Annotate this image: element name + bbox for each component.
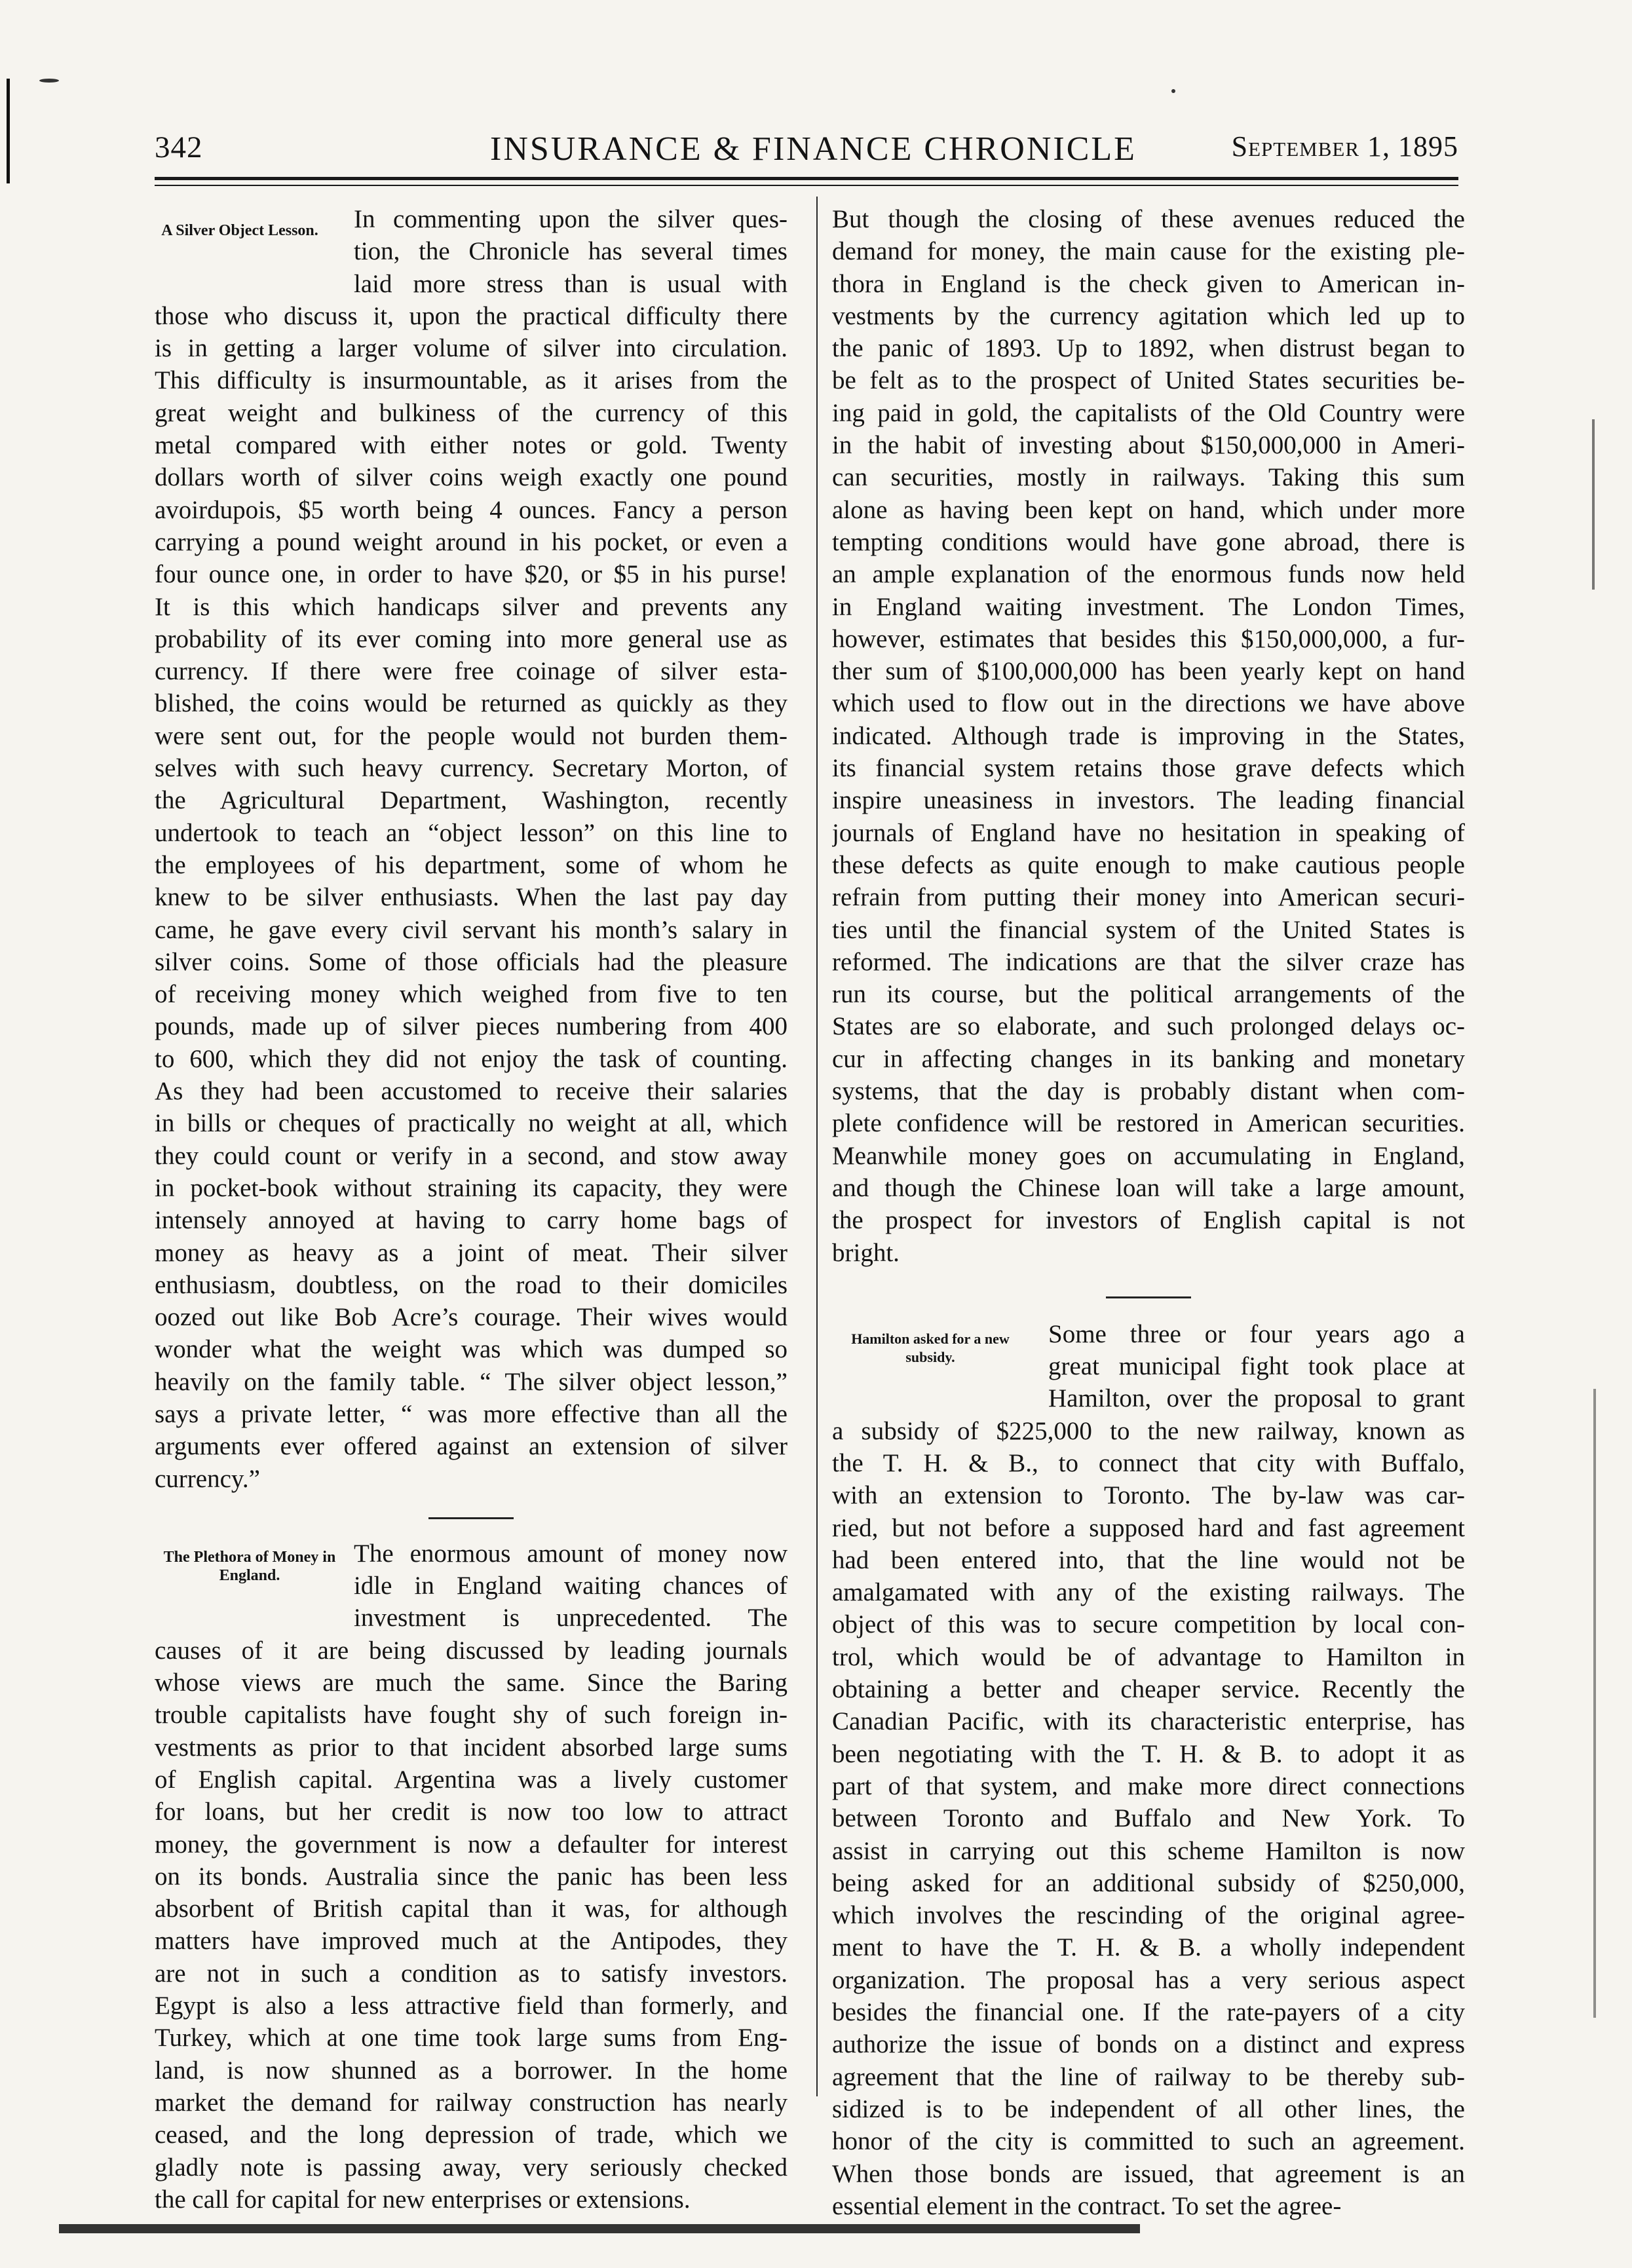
text-line: a subsidy of $225,000 to the new railway, known as [832,1416,1465,1445]
text-line: heavily on the family table. “ The silver object lesson,” [155,1367,788,1396]
text-line: Turkey, which at one time took large sums from Eng- [155,2024,788,2052]
text-line: When those bonds are issued, that agreement is an [832,2159,1465,2188]
text-line: on its bonds. Australia since the panic has been less [155,1862,788,1891]
text-line: blished, the coins would be returned as quickly as they [155,689,788,718]
text-line: market the demand for railway construction has nearly [155,2088,788,2117]
scan-right-margin-mark [1592,419,1595,590]
text-line: besides the financial one. If the rate-payers of a city [832,1998,1465,2027]
text-line: demand for money, the main cause for the existing ple- [832,237,1465,266]
right-column [832,203,1465,2222]
text-line: great weight and bulkiness of the currency of this [155,398,788,427]
text-line: authorize the issue of bonds on a distinct and express [832,2030,1465,2059]
text-line: amalgamated with any of the existing railways. The [832,1578,1465,1607]
text-line: for loans, but her credit is now too low to attract [155,1798,788,1826]
scan-speck [39,79,59,83]
issue-date: September 1, 1895 [1231,130,1458,162]
text-line: Hamilton, over the proposal to grant [1048,1384,1465,1413]
text-line: in the habit of investing about $150,000,000 in Ameri- [832,431,1465,460]
text-line: cur in affecting changes in its banking and monetary [832,1044,1465,1073]
text-line: It is this which handicaps silver and prevents any [155,592,788,621]
text-line: sidized is to be independent of all other lines, the [832,2094,1465,2123]
text-line: between Toronto and Buffalo and New York. To [832,1804,1465,1833]
text-line: The enormous amount of money now [354,1539,788,1568]
text-line: can securities, mostly in railways. Taking this sum [832,463,1465,492]
text-line: of receiving money which weighed from five to ten [155,980,788,1009]
text-line: dollars worth of silver coins weigh exactly one pound [155,463,788,492]
text-line: causes of it are being discussed by leading journals [155,1636,788,1665]
text-line: which involves the rescinding of the original agree- [832,1901,1465,1930]
text-line: the employees of his department, some of whom he [155,850,788,879]
text-line: assist in carrying out this scheme Hamilton is now [832,1836,1465,1865]
text-line: were sent out, for the people would not burden them- [155,721,788,750]
text-line: run its course, but the political arrangements of the [832,980,1465,1009]
section-separator [1106,1296,1191,1298]
text-line: ried, but not before a supposed hard and fast agreement [832,1513,1465,1542]
text-line: organization. The proposal has a very serious aspect [832,1965,1465,1994]
sidenote-plethora-of-money: The Plethora of Money in England. [163,1548,336,1584]
text-line: tion, the Chronicle has several times [354,237,788,266]
text-line: Egypt is also a less attractive field than formerly, and [155,1992,788,2020]
text-line: been negotiating with the T. H. & B. to adopt it as [832,1739,1465,1768]
text-line: currency. If there were free coinage of silver esta- [155,657,788,686]
text-line: journals of England have no hesitation in speaking of [832,818,1465,847]
journal-title: INSURANCE & FINANCE CHRONICLE [490,130,1137,168]
text-line: But though the closing of these avenues reduced the [832,205,1465,233]
text-line: intensely annoyed at having to carry home bags of [155,1206,788,1235]
sidenote-hamilton-subsidy: Hamilton asked for a new subsidy. [851,1330,1010,1365]
text-line: the prospect for investors of English capital is not [832,1206,1465,1235]
text-line: those who discuss it, upon the practical difficulty there [155,301,788,330]
text-line: trouble capitalists have fought shy of such foreign in- [155,1701,788,1729]
text-line: knew to be silver enthusiasts. When the last pay day [155,883,788,912]
text-line: honor of the city is committed to such an agreement. [832,2127,1465,2156]
text-line: whose views are much the same. Since the Baring [155,1669,788,1697]
text-line: these defects as quite enough to make cautious people [832,850,1465,879]
text-line: being asked for an additional subsidy of $250,000, [832,1868,1465,1897]
text-line: ties until the financial system of the United States is [832,915,1465,944]
scan-right-margin-mark [1593,1389,1596,2018]
text-line: systems, that the day is probably distant when com- [832,1077,1465,1106]
text-line: an ample explanation of the enormous funds now held [832,560,1465,589]
text-line: Some three or four years ago a [1048,1319,1465,1348]
section-separator [428,1517,514,1519]
text-line: inspire uneasiness in investors. The leading financial [832,786,1465,815]
text-line: ceased, and the long depression of trade, which we [155,2121,788,2149]
text-line: and though the Chinese loan will take a large amount, [832,1173,1465,1202]
text-line: the Agricultural Department, Washington, recently [155,786,788,815]
text-line: thora in England is the check given to American in- [832,269,1465,298]
text-line: the panic of 1893. Up to 1892, when distrust began to [832,334,1465,363]
text-line: probability of its ever coming into more general use as [155,624,788,653]
text-line: they could count or verify in a second, and stow away [155,1141,788,1170]
text-line: This difficulty is insurmountable, as it arises from the [155,366,788,395]
text-line: absorbent of British capital than it was, for although [155,1895,788,1923]
article-body [155,203,788,1495]
article-plethora-continued [832,203,1465,1269]
text-line: As they had been accustomed to receive their salaries [155,1077,788,1106]
text-line: the T. H. & B., to connect that city with Buffalo, [832,1448,1465,1477]
text-line: with an extension to Toronto. The by-law was car- [832,1481,1465,1510]
text-line: money as heavy as a joint of meat. Their silver [155,1238,788,1267]
text-line: In commenting upon the silver ques- [354,205,788,233]
page-number: 342 [155,130,203,164]
column-divider [816,197,818,2096]
header-rule-thick [155,177,1458,180]
text-line: arguments ever offered against an extension of silver [155,1432,788,1461]
text-line: Meanwhile money goes on accumulating in England, [832,1141,1465,1170]
text-line: enthusiasm, doubtless, on the road to their domiciles [155,1270,788,1299]
text-line: refrain from putting their money into American securi- [832,883,1465,912]
text-line: pounds, made up of silver pieces numbering from 400 [155,1012,788,1041]
text-line: investment is unprecedented. The [354,1604,788,1633]
text-line: carrying a pound weight around in his pocket, or even a [155,527,788,556]
text-line: obtaining a better and cheaper service. Recently the [832,1675,1465,1704]
text-line: selves with such heavy currency. Secretary Morton, of [155,754,788,783]
text-line: laid more stress than is usual with [354,269,788,298]
text-line: matters have improved much at the Antipodes, they [155,1927,788,1956]
text-line: in bills or cheques of practically no weight at all, which [155,1109,788,1138]
text-line: Canadian Pacific, with its characteristic enterprise, has [832,1707,1465,1736]
article-hamilton-subsidy [832,1318,1465,2222]
text-line: in pocket-book without straining its capacity, they were [155,1173,788,1202]
page-header [155,130,1458,174]
text-line: avoirdupois, $5 worth being 4 ounces. Fancy a person [155,495,788,524]
text-line: agreement that the line of railway to be thereby sub- [832,2062,1465,2091]
text-line: tempting conditions would have gone abroad, there is [832,527,1465,556]
text-line: says a private letter, “ was more effective than all the [155,1399,788,1428]
text-line: trol, which would be of advantage to Hamilton in [832,1642,1465,1671]
text-line: great municipal fight took place at [1048,1352,1465,1381]
text-line: the call for capital for new enterprises or extensions. [155,2185,691,2214]
text-line: idle in England waiting chances of [354,1572,788,1600]
text-line: which used to flow out in the directions we have above [832,689,1465,718]
scan-speck [1171,89,1175,93]
article-body [832,203,1465,1269]
text-line: gladly note is passing away, very seriously checked [155,2153,788,2182]
text-line: to 600, which they did not enjoy the task of counting. [155,1044,788,1073]
scan-bottom-edge-bar [59,2224,1140,2233]
text-line: alone as having been kept on hand, which under more [832,495,1465,524]
left-column [155,203,788,2216]
text-line: had been entered into, that the line would not be [832,1545,1465,1574]
text-line: vestments by the currency agitation which led up to [832,301,1465,330]
text-line: metal compared with either notes or gold. Twenty [155,431,788,460]
text-line: plete confidence will be restored in American securities. [832,1109,1465,1138]
text-line: currency.” [155,1464,260,1493]
text-line: oozed out like Bob Acre’s courage. Their wives would [155,1303,788,1332]
text-line: object of this was to secure competition by local con- [832,1610,1465,1639]
text-line: money, the government is now a defaulter for interest [155,1830,788,1859]
text-line: essential element in the contract. To set the agree- [832,2191,1342,2220]
text-line: ther sum of $100,000,000 has been yearly kept on hand [832,657,1465,686]
text-line: undertook to teach an “object lesson” on this line to [155,818,788,847]
text-line: bright. [832,1238,900,1267]
text-line: however, estimates that besides this $150,000,000, a fur- [832,624,1465,653]
header-rule-thin [155,185,1458,186]
text-line: of English capital. Argentina was a lively customer [155,1765,788,1794]
text-line: came, he gave every civil servant his month’s salary in [155,915,788,944]
text-line: land, is now shunned as a borrower. In the home [155,2056,788,2085]
text-line: four ounce one, in order to have $20, or $5 in his purse! [155,560,788,589]
text-line: ment to have the T. H. & B. a wholly independent [832,1933,1465,1962]
text-line: is in getting a larger volume of silver into circulation. [155,334,788,363]
sidenote-silver-object-lesson: A Silver Object Lesson. [161,222,318,239]
text-line: are not in such a condition as to satisfy investors. [155,1959,788,1988]
text-line: be felt as to the prospect of United States securities be- [832,366,1465,395]
article-silver-object-lesson [155,203,788,1495]
text-line: silver coins. Some of those officials had the pleasure [155,947,788,976]
text-line: its financial system retains those grave defects which [832,754,1465,783]
text-line: ing paid in gold, the capitalists of the Old Country were [832,398,1465,427]
text-line: wonder what the weight was which was dumped so [155,1335,788,1364]
article-body [832,1318,1465,2222]
article-body [155,1538,788,2216]
text-line: in England waiting investment. The London Times, [832,592,1465,621]
text-line: vestments as prior to that incident absorbed large sums [155,1733,788,1762]
text-line: part of that system, and make more direct connections [832,1771,1465,1800]
scan-left-edge-mark [7,79,10,183]
text-line: reformed. The indications are that the silver craze has [832,947,1465,976]
text-line: indicated. Although trade is improving in the States, [832,721,1465,750]
article-plethora-of-money [155,1538,788,2216]
text-line: States are so elaborate, and such prolonged delays oc- [832,1012,1465,1041]
